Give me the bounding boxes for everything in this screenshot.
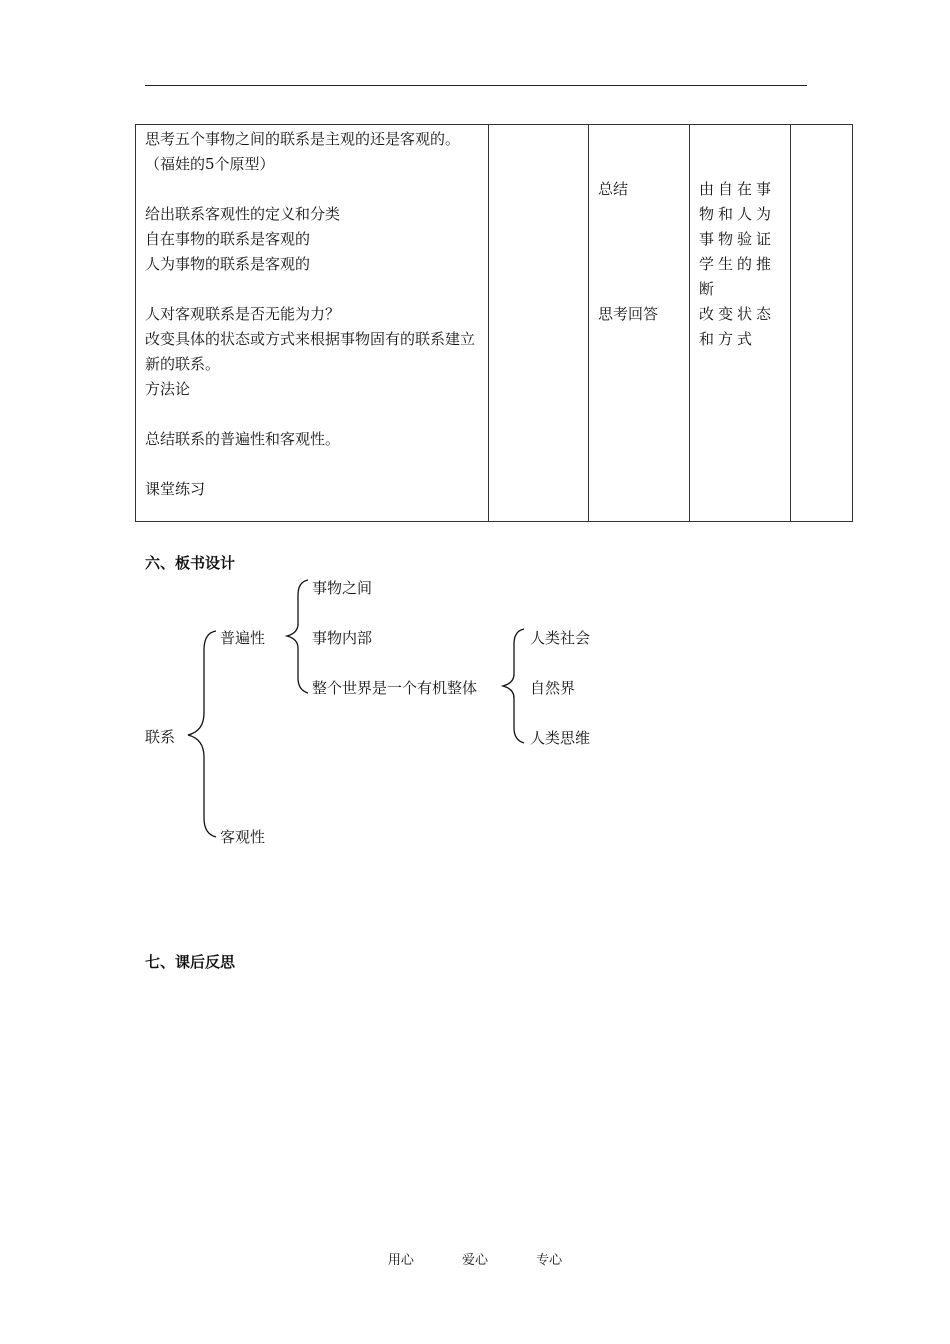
- board-inside-things-label: 事物内部: [312, 629, 373, 647]
- board-between-things-label: 事物之间: [312, 579, 373, 597]
- root-brace: [188, 631, 216, 837]
- footer-item: 用心: [387, 1253, 414, 1268]
- footer-item: 爱心: [461, 1253, 488, 1268]
- board-root-label: 联系: [145, 728, 176, 746]
- page-footer: [0, 1249, 950, 1268]
- section-heading-board-design: 六、板书设计: [145, 554, 236, 572]
- universality-brace: [287, 580, 308, 693]
- table-cell-activities: 思考五个事物之间的联系是主观的还是客观的。（福娃的5个原型） 给出联系客观性的定义和分类 自在事物的联系是客观的 人为事物的联系是客观的 人对客观联系是否无能为力？ 改变具体的状态或方式来根据事物固有的联系建立新的联系。 方法论 总结联系的普遍性和客观性。 课堂练习: [136, 125, 489, 522]
- board-human-thinking-label: 人类思维: [530, 729, 591, 747]
- board-universality-label: 普遍性: [220, 629, 266, 647]
- table-cell-student-activity: 总结 思考回答: [589, 125, 690, 522]
- table-cell-design-intent: 由自在事物和人为事物验证学生的推断 改变状态和方式: [690, 125, 791, 522]
- footer-item: 专心: [536, 1253, 563, 1268]
- board-nature-label: 自然界: [530, 679, 576, 697]
- world-brace: [503, 629, 524, 743]
- board-objectivity-label: 客观性: [220, 828, 266, 846]
- section-heading-reflection: 七、课后反思: [145, 953, 236, 971]
- board-human-society-label: 人类社会: [530, 629, 591, 647]
- board-whole-world-label: 整个世界是一个有机整体: [312, 679, 478, 697]
